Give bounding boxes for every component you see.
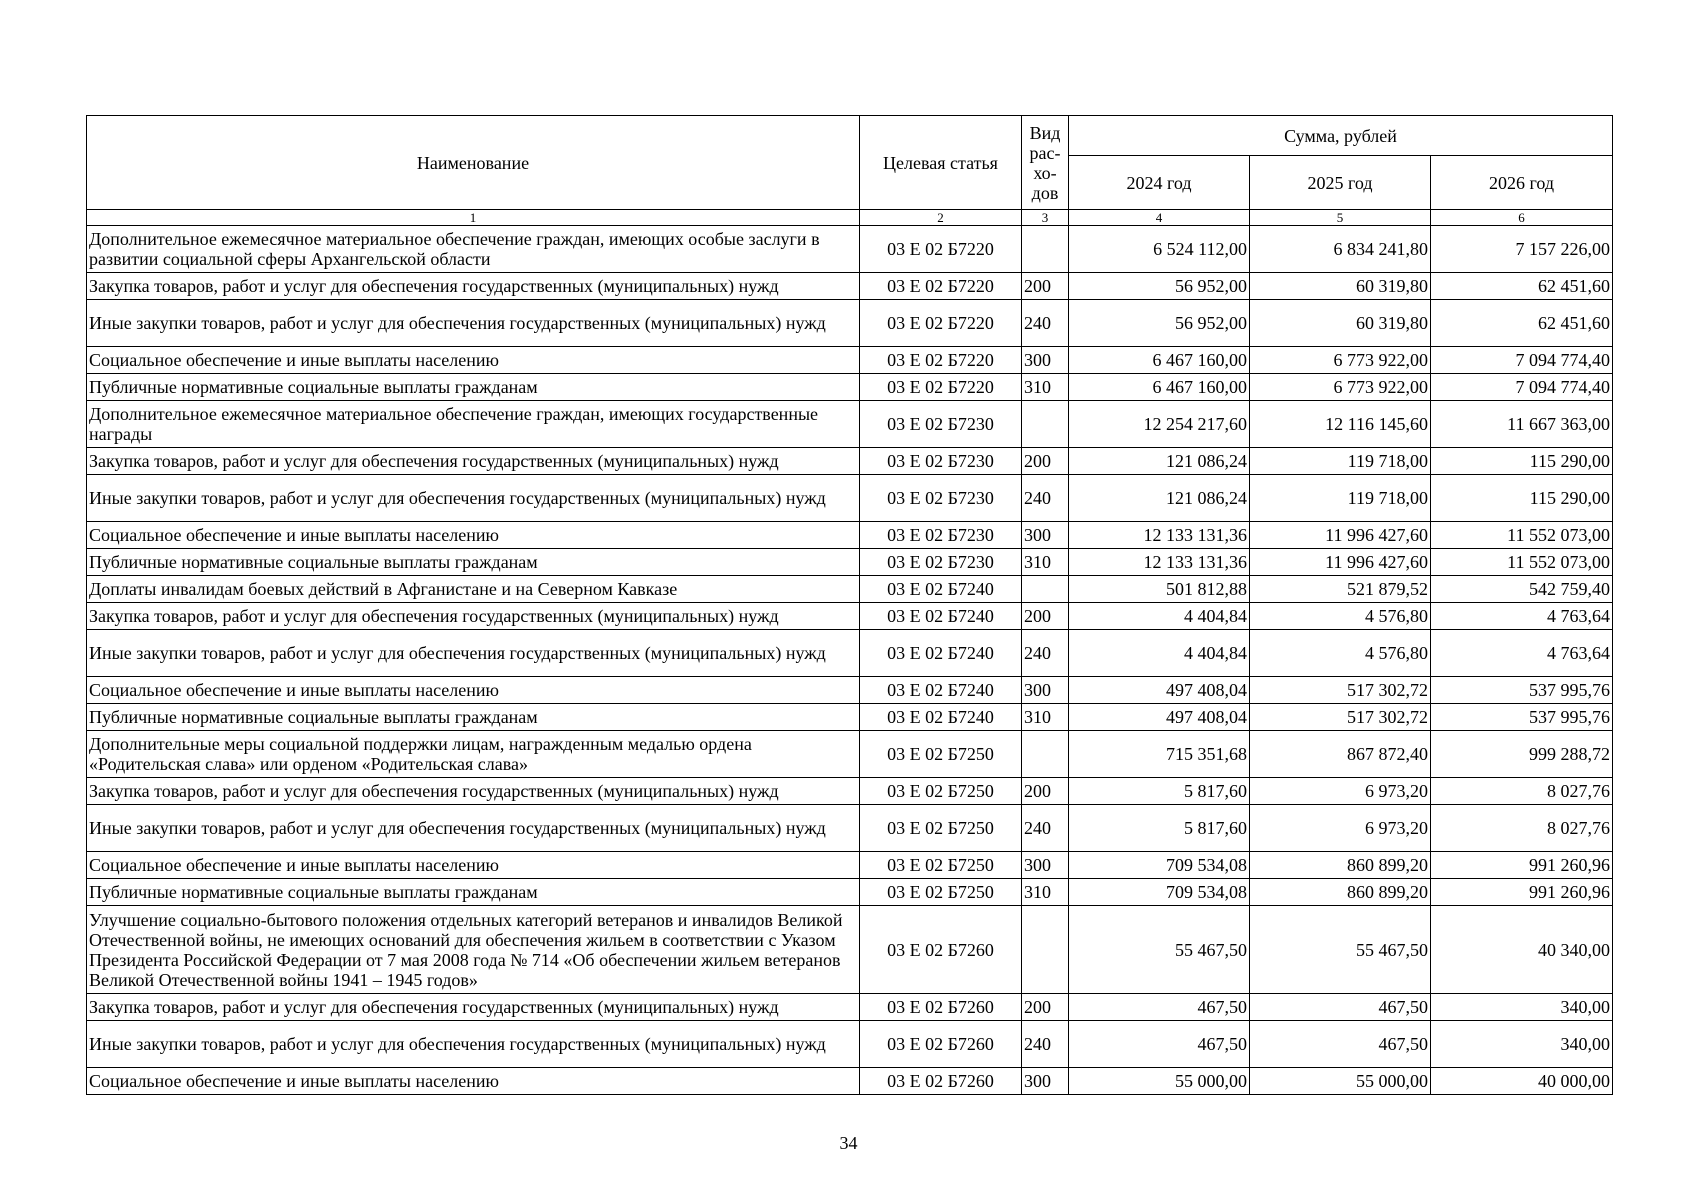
row-target-code: 03 Е 02 Б7220 [860,226,1022,273]
row-name: Закупка товаров, работ и услуг для обеспечения государственных (муниципальных) нужд [87,778,860,805]
row-amount-2024: 497 408,04 [1069,704,1250,731]
row-expense-type: 300 [1022,677,1069,704]
row-expense-type [1022,401,1069,448]
row-target-code: 03 Е 02 Б7230 [860,549,1022,576]
row-expense-type: 310 [1022,879,1069,906]
row-target-code: 03 Е 02 Б7230 [860,401,1022,448]
row-amount-2025: 55 467,50 [1250,906,1431,994]
row-name: Социальное обеспечение и иные выплаты населению [87,347,860,374]
table-body [87,226,1613,1095]
row-amount-2026: 115 290,00 [1431,475,1613,522]
row-amount-2026: 40 340,00 [1431,906,1613,994]
row-amount-2026: 340,00 [1431,1021,1613,1068]
row-amount-2024: 5 817,60 [1069,805,1250,852]
row-amount-2024: 709 534,08 [1069,852,1250,879]
row-amount-2026: 340,00 [1431,994,1613,1021]
row-name: Иные закупки товаров, работ и услуг для обеспечения государственных (муниципальных) нужд [87,630,860,677]
row-name: Иные закупки товаров, работ и услуг для обеспечения государственных (муниципальных) нужд [87,300,860,347]
row-expense-type: 300 [1022,347,1069,374]
row-target-code: 03 Е 02 Б7240 [860,576,1022,603]
row-amount-2024: 709 534,08 [1069,879,1250,906]
row-amount-2024: 5 817,60 [1069,778,1250,805]
row-amount-2024: 4 404,84 [1069,630,1250,677]
row-amount-2024: 6 524 112,00 [1069,226,1250,273]
page-number: 34 [839,1133,858,1153]
row-name: Социальное обеспечение и иные выплаты населению [87,852,860,879]
table-row [87,805,1613,852]
row-amount-2024: 715 351,68 [1069,731,1250,778]
row-target-code: 03 Е 02 Б7220 [860,273,1022,300]
row-name: Закупка товаров, работ и услуг для обеспечения государственных (муниципальных) нужд [87,994,860,1021]
row-expense-type: 240 [1022,1021,1069,1068]
row-amount-2025: 860 899,20 [1250,852,1431,879]
row-amount-2024: 467,50 [1069,994,1250,1021]
row-amount-2025: 467,50 [1250,1021,1431,1068]
row-amount-2026: 537 995,76 [1431,677,1613,704]
budget-table [86,115,1613,1095]
header-year-2024: 2024 год [1069,156,1250,210]
row-name: Закупка товаров, работ и услуг для обеспечения государственных (муниципальных) нужд [87,603,860,630]
table-row [87,704,1613,731]
row-amount-2026: 62 451,60 [1431,273,1613,300]
table-row [87,475,1613,522]
row-target-code: 03 Е 02 Б7220 [860,300,1022,347]
row-target-code: 03 Е 02 Б7260 [860,906,1022,994]
row-amount-2024: 55 467,50 [1069,906,1250,994]
table-row [87,879,1613,906]
row-expense-type: 240 [1022,300,1069,347]
row-name: Иные закупки товаров, работ и услуг для обеспечения государственных (муниципальных) нужд [87,475,860,522]
row-amount-2025: 6 773 922,00 [1250,374,1431,401]
table-row [87,401,1613,448]
row-amount-2024: 497 408,04 [1069,677,1250,704]
row-expense-type: 240 [1022,805,1069,852]
row-expense-type: 200 [1022,994,1069,1021]
column-number-row [87,210,1613,226]
row-expense-type: 300 [1022,852,1069,879]
row-expense-type: 300 [1022,522,1069,549]
row-target-code: 03 Е 02 Б7240 [860,603,1022,630]
row-amount-2026: 8 027,76 [1431,778,1613,805]
row-name: Иные закупки товаров, работ и услуг для обеспечения государственных (муниципальных) нужд [87,805,860,852]
row-amount-2024: 4 404,84 [1069,603,1250,630]
row-expense-type: 240 [1022,630,1069,677]
row-amount-2025: 11 996 427,60 [1250,549,1431,576]
row-expense-type: 310 [1022,704,1069,731]
row-amount-2024: 12 254 217,60 [1069,401,1250,448]
row-amount-2024: 467,50 [1069,1021,1250,1068]
header-name: Наименование [87,116,860,210]
row-amount-2026: 991 260,96 [1431,879,1613,906]
table-row [87,603,1613,630]
table-row [87,994,1613,1021]
table-row [87,630,1613,677]
row-amount-2025: 4 576,80 [1250,630,1431,677]
row-target-code: 03 Е 02 Б7250 [860,731,1022,778]
row-amount-2025: 867 872,40 [1250,731,1431,778]
row-target-code: 03 Е 02 Б7240 [860,704,1022,731]
table-row [87,300,1613,347]
row-target-code: 03 Е 02 Б7250 [860,805,1022,852]
row-name: Социальное обеспечение и иные выплаты населению [87,677,860,704]
row-name: Публичные нормативные социальные выплаты гражданам [87,879,860,906]
row-amount-2025: 4 576,80 [1250,603,1431,630]
column-number: 6 [1431,210,1613,226]
row-amount-2025: 517 302,72 [1250,677,1431,704]
row-name: Публичные нормативные социальные выплаты гражданам [87,704,860,731]
row-expense-type [1022,906,1069,994]
table-row [87,677,1613,704]
row-target-code: 03 Е 02 Б7220 [860,374,1022,401]
table-row [87,347,1613,374]
row-expense-type: 200 [1022,603,1069,630]
column-number: 1 [87,210,860,226]
table-row [87,778,1613,805]
row-expense-type: 240 [1022,475,1069,522]
row-name: Дополнительное ежемесячное материальное обеспечение граждан, имеющих государственные награды [87,401,860,448]
row-amount-2025: 119 718,00 [1250,475,1431,522]
row-amount-2025: 60 319,80 [1250,273,1431,300]
row-target-code: 03 Е 02 Б7240 [860,630,1022,677]
header-year-2025: 2025 год [1250,156,1431,210]
table-row [87,448,1613,475]
row-amount-2024: 56 952,00 [1069,273,1250,300]
row-expense-type: 200 [1022,778,1069,805]
row-amount-2025: 119 718,00 [1250,448,1431,475]
row-expense-type: 310 [1022,549,1069,576]
row-expense-type: 200 [1022,273,1069,300]
table-row [87,273,1613,300]
row-name: Дополнительные меры социальной поддержки лицам, награжденным медалью ордена «Родительская слава» или орденом «Родительская слава» [87,731,860,778]
table-row [87,906,1613,994]
header-sum: Сумма, рублей [1069,116,1613,156]
row-amount-2025: 6 773 922,00 [1250,347,1431,374]
row-target-code: 03 Е 02 Б7220 [860,347,1022,374]
row-amount-2025: 517 302,72 [1250,704,1431,731]
row-target-code: 03 Е 02 Б7230 [860,475,1022,522]
row-target-code: 03 Е 02 Б7230 [860,522,1022,549]
row-target-code: 03 Е 02 Б7240 [860,677,1022,704]
table-row [87,731,1613,778]
row-name: Доплаты инвалидам боевых действий в Афганистане и на Северном Кавказе [87,576,860,603]
row-amount-2025: 521 879,52 [1250,576,1431,603]
row-amount-2024: 12 133 131,36 [1069,522,1250,549]
row-amount-2025: 467,50 [1250,994,1431,1021]
table-row [87,852,1613,879]
row-amount-2025: 11 996 427,60 [1250,522,1431,549]
row-name: Социальное обеспечение и иные выплаты населению [87,1068,860,1095]
row-amount-2026: 4 763,64 [1431,603,1613,630]
row-expense-type [1022,226,1069,273]
row-amount-2026: 7 157 226,00 [1431,226,1613,273]
table-row [87,226,1613,273]
row-amount-2024: 6 467 160,00 [1069,347,1250,374]
row-amount-2024: 56 952,00 [1069,300,1250,347]
row-amount-2026: 991 260,96 [1431,852,1613,879]
row-name: Публичные нормативные социальные выплаты гражданам [87,374,860,401]
table-row [87,374,1613,401]
row-expense-type: 200 [1022,448,1069,475]
row-amount-2025: 860 899,20 [1250,879,1431,906]
row-amount-2026: 7 094 774,40 [1431,347,1613,374]
row-name: Иные закупки товаров, работ и услуг для обеспечения государственных (муниципальных) нужд [87,1021,860,1068]
row-target-code: 03 Е 02 Б7260 [860,994,1022,1021]
row-expense-type [1022,731,1069,778]
row-name: Закупка товаров, работ и услуг для обеспечения государственных (муниципальных) нужд [87,273,860,300]
header-target: Целевая статья [860,116,1022,210]
table-row [87,576,1613,603]
table-row [87,549,1613,576]
row-amount-2026: 115 290,00 [1431,448,1613,475]
row-target-code: 03 Е 02 Б7260 [860,1021,1022,1068]
row-amount-2026: 11 552 073,00 [1431,549,1613,576]
row-amount-2025: 6 973,20 [1250,778,1431,805]
table-row [87,522,1613,549]
row-target-code: 03 Е 02 Б7250 [860,852,1022,879]
row-name: Закупка товаров, работ и услуг для обеспечения государственных (муниципальных) нужд [87,448,860,475]
row-amount-2026: 4 763,64 [1431,630,1613,677]
row-name: Социальное обеспечение и иные выплаты населению [87,522,860,549]
row-target-code: 03 Е 02 Б7250 [860,879,1022,906]
row-amount-2024: 121 086,24 [1069,475,1250,522]
row-expense-type: 300 [1022,1068,1069,1095]
row-amount-2025: 6 973,20 [1250,805,1431,852]
row-amount-2026: 7 094 774,40 [1431,374,1613,401]
column-number: 2 [860,210,1022,226]
row-amount-2026: 62 451,60 [1431,300,1613,347]
row-amount-2025: 55 000,00 [1250,1068,1431,1095]
row-expense-type [1022,576,1069,603]
row-amount-2024: 6 467 160,00 [1069,374,1250,401]
row-amount-2024: 501 812,88 [1069,576,1250,603]
header-vid: Вид рас-хо-дов [1022,116,1069,210]
column-number: 4 [1069,210,1250,226]
row-amount-2026: 8 027,76 [1431,805,1613,852]
row-name: Публичные нормативные социальные выплаты гражданам [87,549,860,576]
row-name: Дополнительное ежемесячное материальное обеспечение граждан, имеющих особые заслуги в развитии социальной сферы Архангельской области [87,226,860,273]
table-row [87,1068,1613,1095]
row-amount-2025: 6 834 241,80 [1250,226,1431,273]
column-number: 3 [1022,210,1069,226]
row-target-code: 03 Е 02 Б7230 [860,448,1022,475]
row-amount-2026: 11 667 363,00 [1431,401,1613,448]
row-amount-2025: 60 319,80 [1250,300,1431,347]
row-amount-2024: 121 086,24 [1069,448,1250,475]
row-amount-2025: 12 116 145,60 [1250,401,1431,448]
row-expense-type: 310 [1022,374,1069,401]
row-amount-2026: 40 000,00 [1431,1068,1613,1095]
column-number: 5 [1250,210,1431,226]
row-amount-2026: 11 552 073,00 [1431,522,1613,549]
row-amount-2024: 55 000,00 [1069,1068,1250,1095]
row-amount-2026: 999 288,72 [1431,731,1613,778]
row-amount-2026: 537 995,76 [1431,704,1613,731]
header-year-2026: 2026 год [1431,156,1613,210]
row-target-code: 03 Е 02 Б7260 [860,1068,1022,1095]
row-amount-2024: 12 133 131,36 [1069,549,1250,576]
table-row [87,1021,1613,1068]
row-target-code: 03 Е 02 Б7250 [860,778,1022,805]
row-name: Улучшение социально-бытового положения отдельных категорий ветеранов и инвалидов Великой Отечественной войны, не имеющих оснований для обеспечения жильем в соответствии с Указом Президента Российской Федерации от 7 мая 2008 года № 714 «Об обеспечении жильем ветеранов Великой Отечественной войны 1941 – 1945 годов» [87,906,860,994]
row-amount-2026: 542 759,40 [1431,576,1613,603]
